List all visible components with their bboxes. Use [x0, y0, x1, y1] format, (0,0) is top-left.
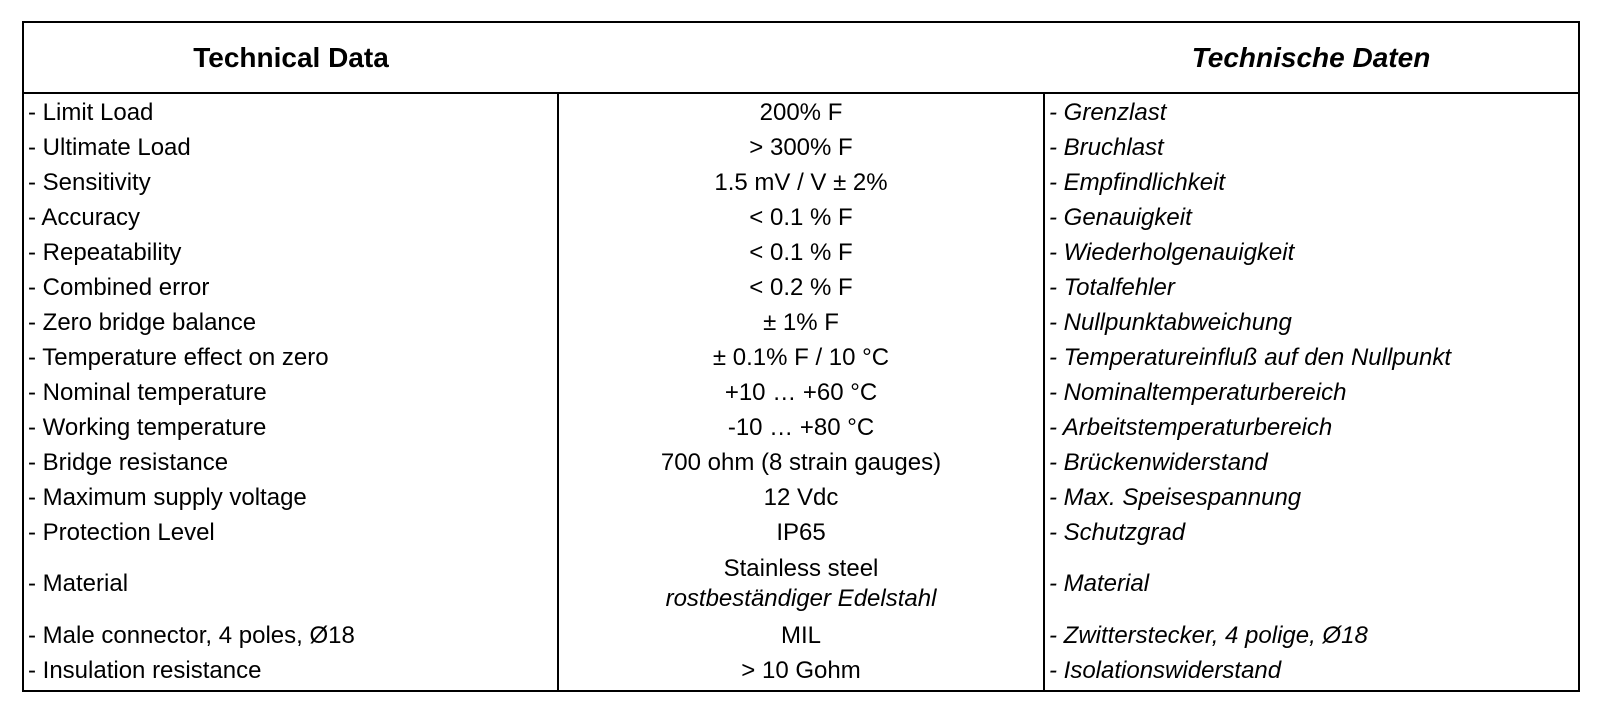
- row-value: +10 … +60 °C: [558, 375, 1044, 410]
- row-label-de: - Isolationswiderstand: [1049, 656, 1282, 684]
- table-row: [23, 93, 1579, 130]
- row-label-en: - Nominal temperature: [23, 375, 558, 410]
- table-row: [23, 130, 1579, 165]
- row-label-en: - Insulation resistance: [23, 653, 558, 691]
- row-value: IP65: [558, 515, 1044, 550]
- table-row: [23, 515, 1579, 550]
- row-value: 200% F: [558, 93, 1044, 130]
- row-label-de: - Empfindlichkeit: [1049, 168, 1226, 196]
- row-label-en: - Sensitivity: [23, 165, 558, 200]
- row-value: 1.5 mV / V ± 2%: [558, 165, 1044, 200]
- row-label-de: - Nullpunktabweichung: [1049, 308, 1292, 336]
- row-value: < 0.1 % F: [558, 235, 1044, 270]
- table-row: [23, 480, 1579, 515]
- row-label-en: - Maximum supply voltage: [23, 480, 558, 515]
- row-label-de: - Max. Speisespannung: [1049, 483, 1302, 511]
- row-value: -10 … +80 °C: [558, 410, 1044, 445]
- table-row: [23, 165, 1579, 200]
- row-value: ± 0.1% F / 10 °C: [558, 340, 1044, 375]
- row-label-de: - Material: [1049, 570, 1150, 597]
- header-blank: [558, 22, 1044, 93]
- table-row: [23, 200, 1579, 235]
- table-row: [23, 375, 1579, 410]
- row-value: ± 1% F: [558, 305, 1044, 340]
- table-row: [23, 305, 1579, 340]
- row-value: [558, 550, 1044, 618]
- table-row: [23, 410, 1579, 445]
- row-label-en: - Working temperature: [23, 410, 558, 445]
- row-label-de: - Nominaltemperaturbereich: [1049, 378, 1347, 406]
- row-label-en: - Repeatability: [23, 235, 558, 270]
- row-label-en: - Protection Level: [23, 515, 558, 550]
- header-title-en: Technical Data: [23, 22, 558, 93]
- row-label-en: - Zero bridge balance: [23, 305, 558, 340]
- row-label-en: - Limit Load: [23, 93, 558, 130]
- row-value: 700 ohm (8 strain gauges): [558, 445, 1044, 480]
- table-row: [23, 270, 1579, 305]
- row-label-de: - Schutzgrad: [1049, 518, 1186, 546]
- row-value: < 0.2 % F: [558, 270, 1044, 305]
- row-label-de: - Temperatureinfluß auf den Nullpunkt: [1049, 343, 1451, 371]
- row-label-en: - Combined error: [23, 270, 558, 305]
- technical-data-table: [22, 21, 1580, 692]
- row-label-en: - Accuracy: [23, 200, 558, 235]
- row-value: MIL: [558, 618, 1044, 653]
- row-label-de: - Wiederholgenauigkeit: [1049, 238, 1295, 266]
- table-row: [23, 235, 1579, 270]
- row-label-de: - Brückenwiderstand: [1049, 448, 1268, 476]
- table-row: [23, 653, 1579, 691]
- table-row: [23, 550, 1579, 618]
- row-label-en: - Temperature effect on zero: [23, 340, 558, 375]
- row-value-line-de: rostbeständiger Edelstahl: [665, 585, 937, 612]
- row-value: 12 Vdc: [558, 480, 1044, 515]
- row-label-en: - Male connector, 4 poles, Ø18: [23, 618, 558, 653]
- table-header-row: [23, 22, 1579, 93]
- row-label-en: - Ultimate Load: [23, 130, 558, 165]
- table-row: [23, 445, 1579, 480]
- row-label-de: - Zwitterstecker, 4 polige, Ø18: [1049, 621, 1368, 649]
- row-value: < 0.1 % F: [558, 200, 1044, 235]
- row-value: > 300% F: [558, 130, 1044, 165]
- row-label-de: - Totalfehler: [1049, 273, 1175, 301]
- row-label-en: - Bridge resistance: [23, 445, 558, 480]
- row-label-de: - Arbeitstemperaturbereich: [1049, 413, 1333, 441]
- table-row: [23, 340, 1579, 375]
- table-row: [23, 618, 1579, 653]
- header-title-de: Technische Daten: [1044, 22, 1579, 93]
- row-label-de: - Genauigkeit: [1049, 203, 1192, 231]
- row-value: > 10 Gohm: [558, 653, 1044, 691]
- row-label-de: - Bruchlast: [1049, 133, 1164, 161]
- row-value-line-en: Stainless steel: [723, 555, 879, 582]
- row-label-de: - Grenzlast: [1049, 98, 1167, 126]
- row-label-en: - Material: [23, 550, 558, 618]
